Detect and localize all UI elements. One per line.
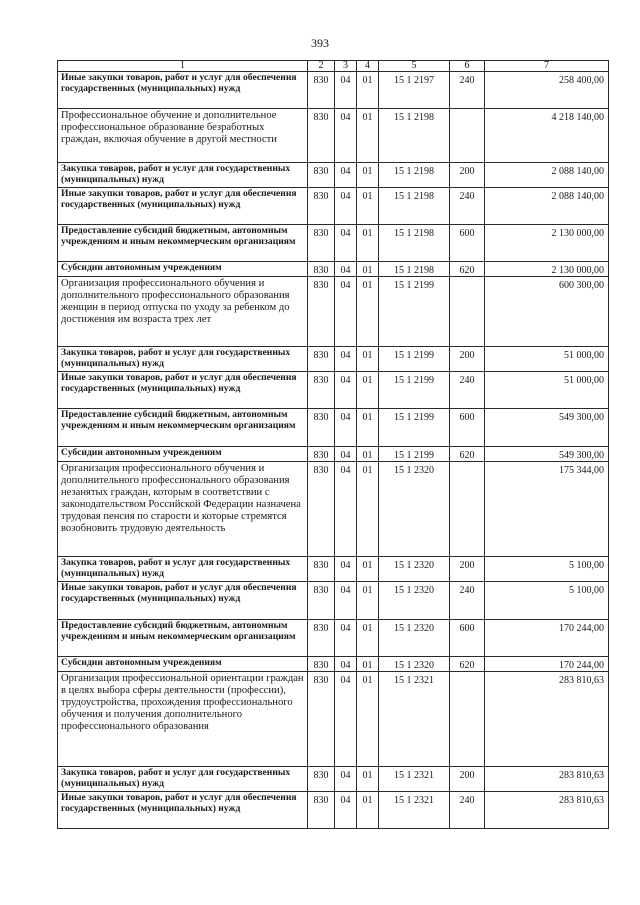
- expense-name: Предоставление субсидий бюджетным, автономным учреждениям и иным некоммерческим организациям: [58, 620, 308, 657]
- expense-type-cell: 600: [450, 409, 485, 447]
- admin-code-cell: 830: [308, 109, 335, 163]
- admin-code-cell: 830: [308, 557, 335, 582]
- section-code-cell: 04: [335, 582, 357, 620]
- subsection-code-cell: 01: [357, 582, 379, 620]
- expense-type-cell: 200: [450, 767, 485, 792]
- subsection-code-cell: 01: [357, 347, 379, 372]
- subsection-code-cell: 01: [357, 620, 379, 657]
- expense-type-cell: 240: [450, 372, 485, 409]
- subsection-code-cell: 01: [357, 672, 379, 767]
- amount-cell: 2 088 140,00: [485, 188, 609, 225]
- subsection-code-cell: 01: [357, 163, 379, 188]
- admin-code-cell: 830: [308, 672, 335, 767]
- amount-cell: 283 810,63: [485, 672, 609, 767]
- target-article-cell: 15 1 2321: [379, 767, 450, 792]
- subsection-code-cell: 01: [357, 792, 379, 829]
- target-article-cell: 15 1 2199: [379, 447, 450, 462]
- admin-code-cell: 830: [308, 620, 335, 657]
- table-row: [58, 72, 609, 109]
- section-code-cell: 04: [335, 447, 357, 462]
- table-row: [58, 262, 609, 277]
- subsection-code-cell: 01: [357, 262, 379, 277]
- target-article-cell: 15 1 2199: [379, 277, 450, 347]
- table-row: [58, 620, 609, 657]
- admin-code-cell: 830: [308, 447, 335, 462]
- section-code-cell: 04: [335, 557, 357, 582]
- amount-cell: 283 810,63: [485, 792, 609, 829]
- target-article-cell: 15 1 2321: [379, 672, 450, 767]
- amount-cell: 170 244,00: [485, 620, 609, 657]
- column-header-2: 2: [308, 61, 335, 72]
- expense-type-cell: [450, 462, 485, 557]
- table-row: [58, 657, 609, 672]
- expense-type-cell: 620: [450, 262, 485, 277]
- admin-code-cell: 830: [308, 372, 335, 409]
- table-row: [58, 188, 609, 225]
- amount-cell: 51 000,00: [485, 347, 609, 372]
- target-article-cell: 15 1 2199: [379, 372, 450, 409]
- column-header-5: 5: [379, 61, 450, 72]
- table-row: [58, 462, 609, 557]
- budget-table: [57, 60, 609, 829]
- target-article-cell: 15 1 2199: [379, 409, 450, 447]
- expense-type-cell: 620: [450, 657, 485, 672]
- admin-code-cell: 830: [308, 462, 335, 557]
- section-code-cell: 04: [335, 262, 357, 277]
- expense-name: Иные закупки товаров, работ и услуг для обеспечения государственных (муниципальных) нужд: [58, 792, 308, 829]
- table-row: [58, 347, 609, 372]
- column-header-3: 3: [335, 61, 357, 72]
- target-article-cell: 15 1 2320: [379, 462, 450, 557]
- expense-name: Субсидии автономным учреждениям: [58, 447, 308, 462]
- admin-code-cell: 830: [308, 262, 335, 277]
- table-row: [58, 672, 609, 767]
- target-article-cell: 15 1 2198: [379, 109, 450, 163]
- expense-type-cell: 240: [450, 582, 485, 620]
- target-article-cell: 15 1 2320: [379, 657, 450, 672]
- expense-type-cell: 620: [450, 447, 485, 462]
- table-row: [58, 225, 609, 262]
- amount-cell: 5 100,00: [485, 582, 609, 620]
- amount-cell: 549 300,00: [485, 409, 609, 447]
- target-article-cell: 15 1 2198: [379, 262, 450, 277]
- section-code-cell: 04: [335, 620, 357, 657]
- admin-code-cell: 830: [308, 657, 335, 672]
- target-article-cell: 15 1 2199: [379, 347, 450, 372]
- expense-name: Закупка товаров, работ и услуг для государственных (муниципальных) нужд: [58, 557, 308, 582]
- section-code-cell: 04: [335, 672, 357, 767]
- expense-name: Иные закупки товаров, работ и услуг для обеспечения государственных (муниципальных) нужд: [58, 582, 308, 620]
- admin-code-cell: 830: [308, 347, 335, 372]
- expense-name: Иные закупки товаров, работ и услуг для обеспечения государственных (муниципальных) нужд: [58, 188, 308, 225]
- section-code-cell: 04: [335, 277, 357, 347]
- expense-name: Профессиональное обучение и дополнительное профессиональное образование безработных граждан, включая обучение в другой местности: [58, 109, 308, 163]
- page-number: 393: [311, 36, 329, 50]
- target-article-cell: 15 1 2320: [379, 582, 450, 620]
- target-article-cell: 15 1 2320: [379, 620, 450, 657]
- target-article-cell: 15 1 2198: [379, 163, 450, 188]
- subsection-code-cell: 01: [357, 447, 379, 462]
- admin-code-cell: 830: [308, 277, 335, 347]
- section-code-cell: 04: [335, 792, 357, 829]
- section-code-cell: 04: [335, 372, 357, 409]
- expense-name: Организация профессионального обучения и дополнительного профессионального образования незанятых граждан, которым в соответствии с законодательством Российской Федерации назначена трудовая пенсия по старости и которые стремятся возобновить трудовую деятельность: [58, 462, 308, 557]
- expense-type-cell: 200: [450, 347, 485, 372]
- expense-type-cell: 200: [450, 557, 485, 582]
- section-code-cell: 04: [335, 225, 357, 262]
- subsection-code-cell: 01: [357, 372, 379, 409]
- section-code-cell: 04: [335, 109, 357, 163]
- admin-code-cell: 830: [308, 767, 335, 792]
- expense-type-cell: [450, 277, 485, 347]
- column-header-1: 1: [58, 61, 308, 72]
- section-code-cell: 04: [335, 163, 357, 188]
- amount-cell: 51 000,00: [485, 372, 609, 409]
- amount-cell: 600 300,00: [485, 277, 609, 347]
- subsection-code-cell: 01: [357, 409, 379, 447]
- table-row: [58, 163, 609, 188]
- column-header-7: 7: [485, 61, 609, 72]
- subsection-code-cell: 01: [357, 277, 379, 347]
- expense-type-cell: 200: [450, 163, 485, 188]
- amount-cell: 5 100,00: [485, 557, 609, 582]
- expense-type-cell: 600: [450, 620, 485, 657]
- expense-name: Иные закупки товаров, работ и услуг для обеспечения государственных (муниципальных) нужд: [58, 72, 308, 109]
- section-code-cell: 04: [335, 462, 357, 557]
- expense-name: Организация профессиональной ориентации граждан в целях выбора сферы деятельности (профессии), трудоустройства, прохождения профессионального обучения и получения дополнительного профессионального образования: [58, 672, 308, 767]
- subsection-code-cell: 01: [357, 657, 379, 672]
- header-row: [58, 61, 609, 72]
- amount-cell: 549 300,00: [485, 447, 609, 462]
- table-row: [58, 557, 609, 582]
- expense-name: Предоставление субсидий бюджетным, автономным учреждениям и иным некоммерческим организациям: [58, 225, 308, 262]
- column-header-4: 4: [357, 61, 379, 72]
- table-row: [58, 277, 609, 347]
- amount-cell: 2 088 140,00: [485, 163, 609, 188]
- amount-cell: 283 810,63: [485, 767, 609, 792]
- expense-type-cell: 600: [450, 225, 485, 262]
- expense-name: Закупка товаров, работ и услуг для государственных (муниципальных) нужд: [58, 163, 308, 188]
- table-row: [58, 767, 609, 792]
- admin-code-cell: 830: [308, 188, 335, 225]
- subsection-code-cell: 01: [357, 557, 379, 582]
- expense-name: Субсидии автономным учреждениям: [58, 657, 308, 672]
- subsection-code-cell: 01: [357, 225, 379, 262]
- section-code-cell: 04: [335, 767, 357, 792]
- table-row: [58, 409, 609, 447]
- section-code-cell: 04: [335, 657, 357, 672]
- admin-code-cell: 830: [308, 72, 335, 109]
- admin-code-cell: 830: [308, 792, 335, 829]
- section-code-cell: 04: [335, 188, 357, 225]
- target-article-cell: 15 1 2198: [379, 188, 450, 225]
- amount-cell: 2 130 000,00: [485, 225, 609, 262]
- expense-type-cell: 240: [450, 188, 485, 225]
- target-article-cell: 15 1 2320: [379, 557, 450, 582]
- amount-cell: 170 244,00: [485, 657, 609, 672]
- table-row: [58, 447, 609, 462]
- amount-cell: 4 218 140,00: [485, 109, 609, 163]
- table-row: [58, 792, 609, 829]
- expense-type-cell: [450, 672, 485, 767]
- expense-name: Иные закупки товаров, работ и услуг для обеспечения государственных (муниципальных) нужд: [58, 372, 308, 409]
- table-row: [58, 582, 609, 620]
- subsection-code-cell: 01: [357, 109, 379, 163]
- expense-name: Субсидии автономным учреждениям: [58, 262, 308, 277]
- admin-code-cell: 830: [308, 582, 335, 620]
- expense-name: Закупка товаров, работ и услуг для государственных (муниципальных) нужд: [58, 347, 308, 372]
- table-row: [58, 109, 609, 163]
- admin-code-cell: 830: [308, 163, 335, 188]
- subsection-code-cell: 01: [357, 188, 379, 225]
- amount-cell: 258 400,00: [485, 72, 609, 109]
- subsection-code-cell: 01: [357, 462, 379, 557]
- amount-cell: 175 344,00: [485, 462, 609, 557]
- target-article-cell: 15 1 2197: [379, 72, 450, 109]
- expense-name: Предоставление субсидий бюджетным, автономным учреждениям и иным некоммерческим организациям: [58, 409, 308, 447]
- subsection-code-cell: 01: [357, 72, 379, 109]
- subsection-code-cell: 01: [357, 767, 379, 792]
- amount-cell: 2 130 000,00: [485, 262, 609, 277]
- admin-code-cell: 830: [308, 225, 335, 262]
- table-row: [58, 372, 609, 409]
- target-article-cell: 15 1 2321: [379, 792, 450, 829]
- target-article-cell: 15 1 2198: [379, 225, 450, 262]
- column-header-6: 6: [450, 61, 485, 72]
- expense-name: Организация профессионального обучения и дополнительного профессионального образования женщин в период отпуска по уходу за ребенком до достижения им возраста трех лет: [58, 277, 308, 347]
- section-code-cell: 04: [335, 409, 357, 447]
- section-code-cell: 04: [335, 72, 357, 109]
- expense-type-cell: [450, 109, 485, 163]
- expense-type-cell: 240: [450, 792, 485, 829]
- admin-code-cell: 830: [308, 409, 335, 447]
- expense-name: Закупка товаров, работ и услуг для государственных (муниципальных) нужд: [58, 767, 308, 792]
- section-code-cell: 04: [335, 347, 357, 372]
- expense-type-cell: 240: [450, 72, 485, 109]
